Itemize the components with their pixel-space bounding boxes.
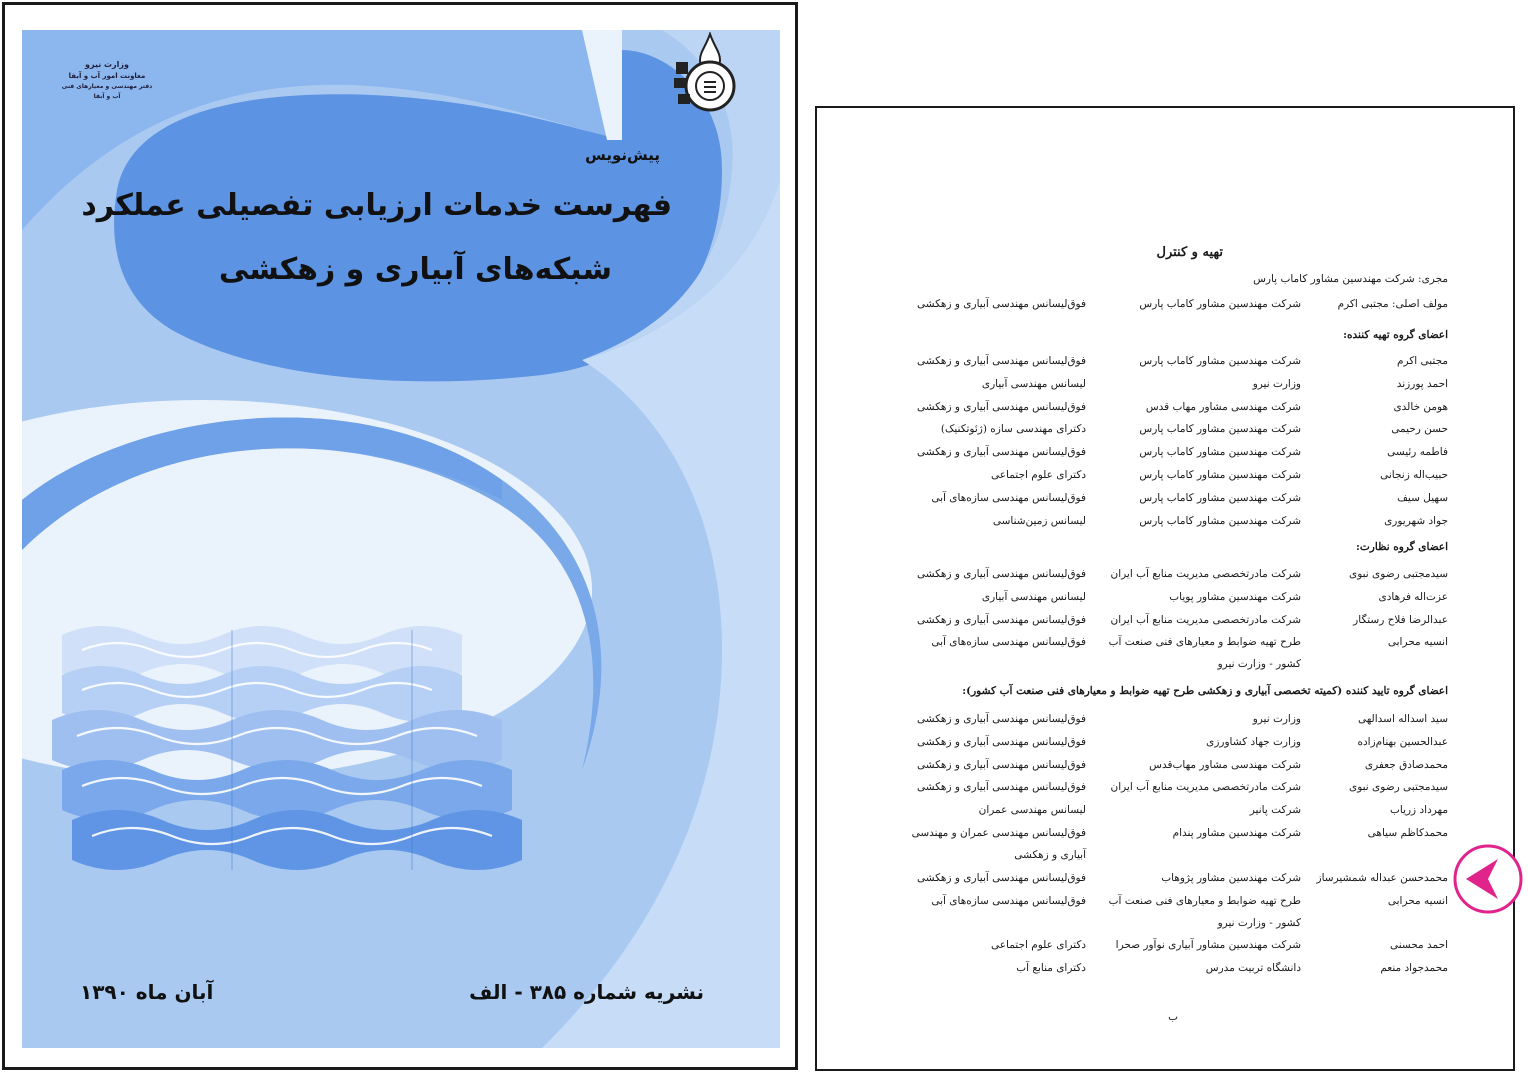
member-org: شرکت مهندسین مشاور پندام xyxy=(1172,827,1301,839)
cover-title-line1: فهرست خدمات ارزیابی تفصیلی عملکرد xyxy=(81,188,672,223)
member-org: شرکت مهندسی مشاور مهاب‌قدس xyxy=(1149,758,1301,771)
page-heading: تهیه و کنترل xyxy=(1156,245,1223,260)
member-name: احمد پورزند xyxy=(1396,377,1448,390)
member-name: جواد شهریوری xyxy=(1384,514,1448,527)
member-org: شرکت مهندسین مشاور کاماب پارس xyxy=(1139,491,1301,504)
member-name: عبدالحسین بهنام‌زاده xyxy=(1357,735,1448,748)
member-name: محمدکاظم سیاهی xyxy=(1367,827,1448,839)
publication-date: آبان ماه ۱۳۹۰ xyxy=(80,980,214,1004)
member-name: عزت‌اله فرهادی xyxy=(1378,590,1448,603)
author-org: شرکت مهندسین مشاور کاماب پارس xyxy=(1139,298,1301,310)
draft-label: پیش‌نویس xyxy=(585,146,660,164)
member-degree: فوق‌لیسانس مهندسی آبیاری و زهکشی xyxy=(917,713,1086,725)
next-page-button[interactable] xyxy=(1452,843,1524,915)
member-org: طرح تهیه ضوابط و معیارهای فنی صنعت آب xyxy=(1108,636,1301,649)
approval-heading: اعضای گروه تایید کننده (کمیته تخصصی آبیاری و زهکشی طرح تهیه ضوابط و معیارهای فنی صنعت آب کشور): xyxy=(962,685,1448,697)
publication-number: نشریه شماره ۳۸۵ - الف xyxy=(469,980,704,1004)
ministry-block xyxy=(52,58,162,102)
member-name: حبیب‌اله زنجانی xyxy=(1380,469,1448,481)
member-org: شرکت مهندسین مشاور کاماب پارس xyxy=(1139,469,1301,481)
member-org: وزارت جهاد کشاورزی xyxy=(1206,735,1301,748)
member-degree: فوق‌لیسانس مهندسی سازه‌های آبی xyxy=(931,491,1086,504)
member-name: مهرداد زریاب xyxy=(1389,804,1448,817)
member-degree: فوق‌لیسانس مهندسی آبیاری و زهکشی xyxy=(917,758,1086,771)
member-name: محمدصادق جعفری xyxy=(1364,758,1448,771)
member-org: شرکت پانیر xyxy=(1249,804,1301,817)
member-degree-continued: آبیاری و زهکشی xyxy=(1014,849,1086,861)
member-name: فاطمه رئیسی xyxy=(1387,446,1448,459)
ministry-line: معاونت امور آب و آبفا xyxy=(68,72,146,80)
member-org: شرکت مادرتخصصی مدیریت منابع آب ایران xyxy=(1110,568,1301,580)
cover-title-line2: شبکه‌های آبیاری و زهکشی xyxy=(218,252,612,287)
member-name: انسیه محرابی xyxy=(1387,636,1448,649)
member-org: وزارت نیرو xyxy=(1252,377,1301,390)
waves-graphic xyxy=(52,626,522,870)
member-degree: دکترای علوم اجتماعی xyxy=(991,469,1086,481)
member-degree: فوق‌لیسانس مهندسی آبیاری و زهکشی xyxy=(917,735,1086,748)
member-org: وزارت نیرو xyxy=(1252,713,1301,725)
member-degree: فوق‌لیسانس مهندسی عمران و مهندسی xyxy=(911,827,1086,839)
emblem-lettering xyxy=(22,30,23,31)
member-degree: فوق‌لیسانس مهندسی آبیاری و زهکشی xyxy=(917,400,1086,413)
member-name: هومن خالدی xyxy=(1393,400,1448,413)
member-org: طرح تهیه ضوابط و معیارهای فنی صنعت آب xyxy=(1108,894,1301,907)
member-org: شرکت مهندسین مشاور کاماب پارس xyxy=(1139,514,1301,527)
ministry-line: دفتر مهندسی و معیارهای فنی xyxy=(61,83,153,90)
member-degree: دکترای منابع آب xyxy=(1016,962,1086,975)
member-degree: فوق‌لیسانس مهندسی آبیاری و زهکشی xyxy=(917,355,1086,367)
member-org: شرکت مهندسین مشاور کاماب پارس xyxy=(1139,355,1301,367)
ministry-line: وزارت نیرو xyxy=(85,60,129,69)
member-name: انسیه محرابی xyxy=(1387,894,1448,907)
author-label: مولف اصلی: مجتبی اکرم xyxy=(1337,298,1448,310)
cover-artwork xyxy=(22,30,780,1048)
member-degree: فوق‌لیسانس مهندسی آبیاری و زهکشی xyxy=(917,871,1086,884)
member-org-continued: کشور - وزارت نیرو xyxy=(1217,658,1301,671)
water-industry-emblem xyxy=(670,32,748,114)
member-name: عبدالرضا فلاح رستگار xyxy=(1353,613,1448,626)
member-degree: لیسانس زمین‌شناسی xyxy=(992,514,1086,527)
member-org: شرکت مادرتخصصی مدیریت منابع آب ایران xyxy=(1110,781,1301,794)
member-org: شرکت مهندسین مشاور پژوهاب xyxy=(1161,871,1301,884)
member-name: محمدحسن عبداله شمشیرساز xyxy=(1316,871,1448,884)
member-degree: فوق‌لیسانس مهندسی آبیاری و زهکشی xyxy=(917,568,1086,580)
member-degree: فوق‌لیسانس مهندسی آبیاری و زهکشی xyxy=(917,781,1086,794)
member-org: شرکت مهندسین مشاور کاماب پارس xyxy=(1139,446,1301,459)
supervision-heading: اعضای گروه نظارت: xyxy=(1356,541,1448,553)
member-degree: فوق‌لیسانس مهندسی سازه‌های آبی xyxy=(931,894,1086,907)
member-degree: دکترای علوم اجتماعی xyxy=(991,939,1086,952)
ministry-line: آب و آبفا xyxy=(93,93,121,100)
member-degree: دکترای مهندسی سازه (ژئوتکنیک) xyxy=(940,423,1086,436)
member-degree: فوق‌لیسانس مهندسی آبیاری و زهکشی xyxy=(917,613,1086,626)
credits-page xyxy=(815,106,1515,1071)
book-cover xyxy=(22,30,780,1048)
member-name: محمدجواد منعم xyxy=(1380,962,1448,975)
member-name: سیدمجتبی رضوی نبوی xyxy=(1348,781,1448,794)
member-name: احمد محسنی xyxy=(1389,939,1448,952)
member-org: شرکت مهندسین مشاور کاماب پارس xyxy=(1139,423,1301,436)
page-number: ب xyxy=(1168,1011,1178,1023)
member-org: شرکت مادرتخصصی مدیریت منابع آب ایران xyxy=(1110,613,1301,626)
executor-line: مجری: شرکت مهندسین مشاور کاماب پارس xyxy=(1253,273,1448,285)
member-degree: لیسانس مهندسی آبیاری xyxy=(981,377,1086,390)
member-org: شرکت مهندسین مشاور آبیاری نوآور صحرا xyxy=(1115,939,1301,952)
member-degree: لیسانس مهندسی آبیاری xyxy=(981,590,1086,603)
member-name: سید اسداله اسدالهی xyxy=(1357,713,1448,725)
member-name: سهیل سیف xyxy=(1397,491,1448,504)
member-name: مجتبی اکرم xyxy=(1396,355,1448,367)
prep-heading: اعضای گروه تهیه کننده: xyxy=(1343,329,1448,341)
member-degree: لیسانس مهندسی عمران xyxy=(978,804,1086,817)
member-org: دانشگاه تربیت مدرس xyxy=(1205,962,1301,975)
member-name: حسن رحیمی xyxy=(1391,423,1448,436)
author-degree: فوق‌لیسانس مهندسی آبیاری و زهکشی xyxy=(917,298,1086,310)
member-org: شرکت مهندسی مشاور مهاب قدس xyxy=(1145,400,1301,413)
member-degree: فوق‌لیسانس مهندسی سازه‌های آبی xyxy=(931,636,1086,649)
member-org-continued: کشور - وزارت نیرو xyxy=(1217,916,1301,929)
member-name: سیدمجتبی رضوی نبوی xyxy=(1348,568,1448,580)
member-org: شرکت مهندسین مشاور پویاب xyxy=(1169,590,1301,603)
member-degree: فوق‌لیسانس مهندسی آبیاری و زهکشی xyxy=(917,446,1086,459)
